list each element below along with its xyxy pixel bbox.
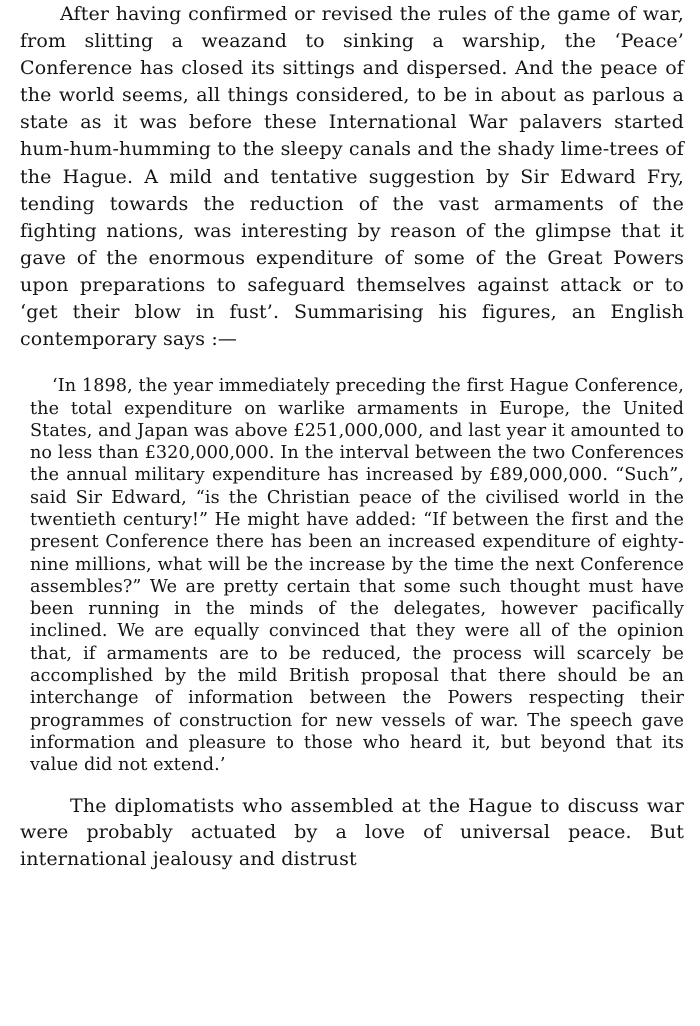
closing-paragraph: The diplomatists who assembled at the Hague to discuss war were probably actuated by a love of universal peace. But international jealousy and distrust bbox=[20, 794, 684, 870]
quoted-paragraph: ‘In 1898, the year immediately preceding the first Hague Conference, the total expenditure on warlike armaments in Europe, the United States, and Japan was above £251,000,000, and last year it amounted to no less than £320,000,000. In the interval between the two Conferences the annual military expenditure has increased by £89,000,000. “Such”, said Sir Edward, “is the Christian peace of the civilised world in the twentieth century!” He might have added: “If between the first and the present Conference there has been an increased expenditure of eighty-nine millions, what will be the increase by the time the next Conference assembles?” We are pretty certain that some such thought must have been running in the minds of the delegates, however pacifically inclined. We are equally convinced that they were all of the opinion that, if armaments are to be reduced, the process will scarcely be accomplished by the mild British proposal that there should be an interchange of information between the Powers respecting their programmes of construction for new vessels of war. The speech gave information and pleasure to those who heard it, but beyond that its value did not extend.’ bbox=[30, 376, 685, 776]
lead-paragraph: After having confirmed or revised the rules of the game of war, from slitting a weazand to sinking a warship, the ‘Peace’ Conference has closed its sittings and dispersed. And the peace of the world seems, all things considered, to be in about as parlous a state as it was before these International War palavers started hum-hum-humming to the sleepy canals and the shady lime-trees of the Hague. A mild and tentative suggestion by Sir Edward Fry, tending towards the reduction of the vast armaments of the fighting nations, was interesting by reason of the glimpse that it gave of the enormous expenditure of some of the Great Powers upon preparations to safeguard themselves against attack or to ‘get their blow in fust’. Summarising his figures, an English contemporary says :— bbox=[20, 3, 684, 351]
